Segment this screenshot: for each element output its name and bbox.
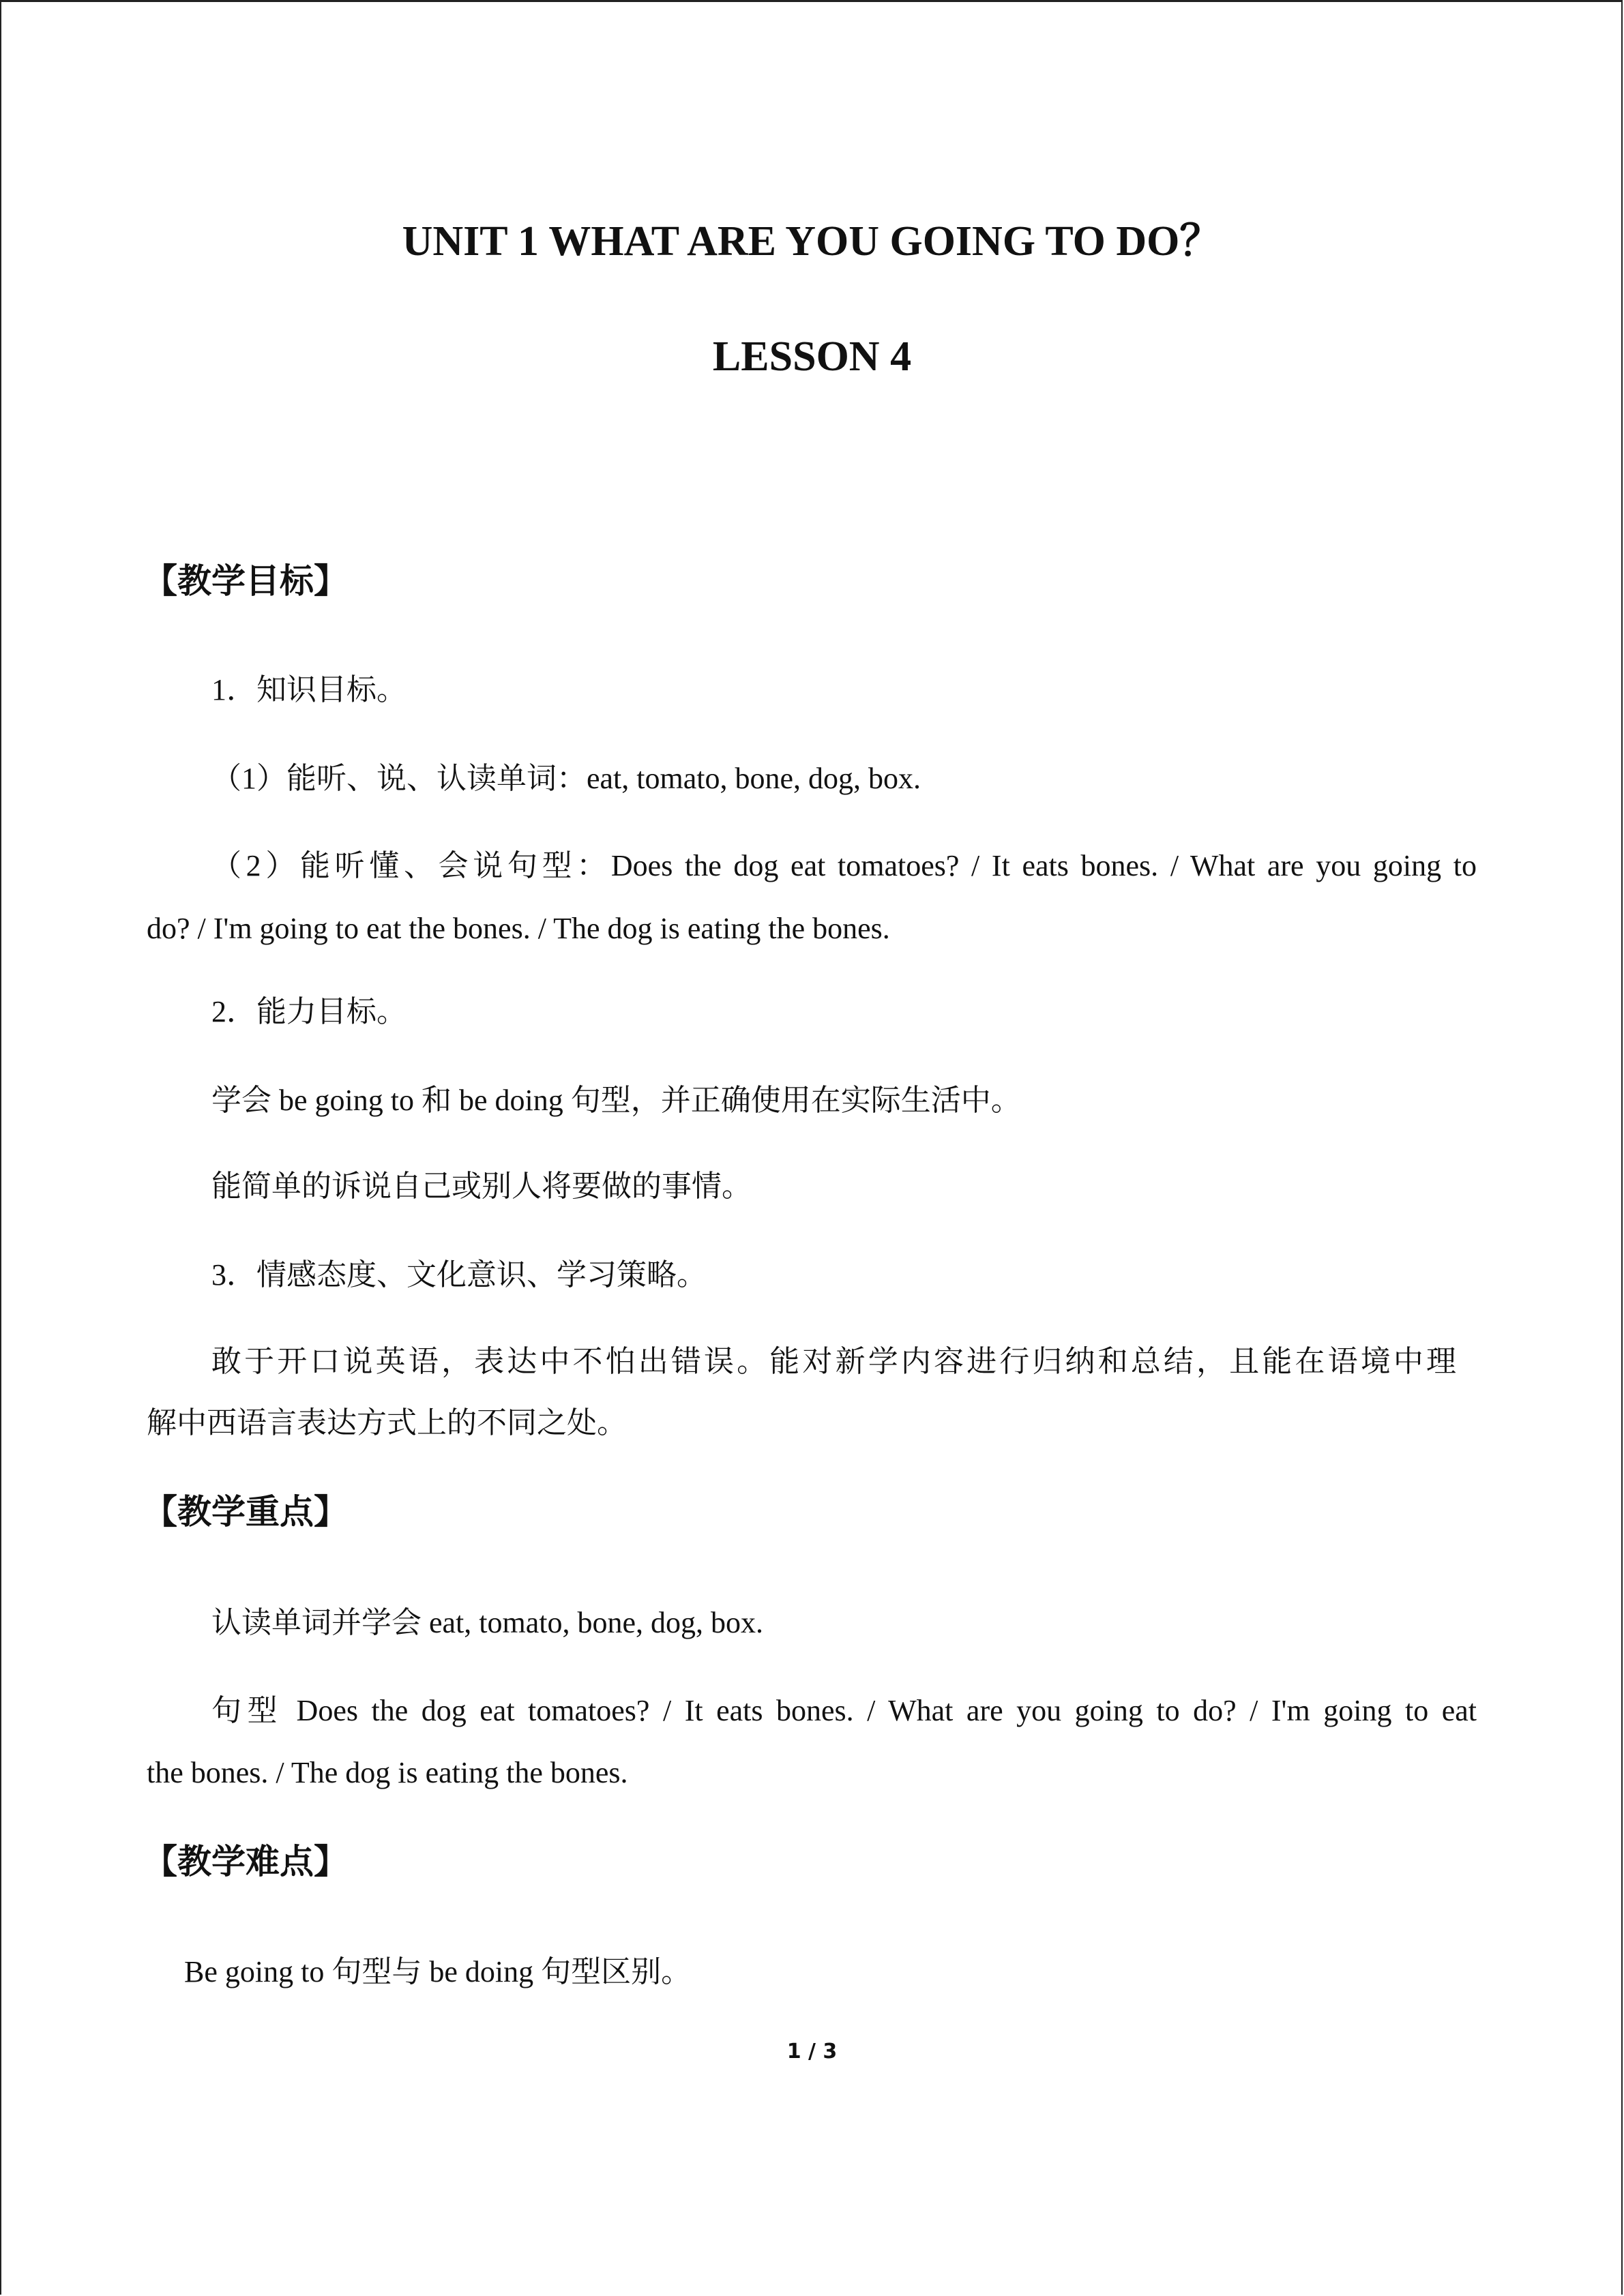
key-points-heading: 【教学重点】 [143, 1492, 348, 1532]
page-number: 1 / 3 [786, 2040, 838, 2063]
knowledge-label: 1．知识目标。 [211, 673, 407, 706]
knowledge-item-2-line2: do? / I'm going to eat the bones. / The dog is eating the bones. [147, 912, 890, 945]
knowledge-item-2-line1: （2）能听懂、会说句型：Does the dog eat tomatoes? / It eats bones. / What are you going to [211, 849, 1477, 882]
document-title: UNIT 1 WHAT ARE YOU GOING TO DO？ [402, 218, 1222, 265]
key-point-item-2-line1: 句型 Does the dog eat tomatoes? / It eats bones. / What are you going to do? / I'm going to eat [211, 1694, 1477, 1727]
ability-item-1: 学会 be going to 和 be doing 句型，并正确使用在实际生活中。 [211, 1084, 1021, 1117]
emotion-text-line1: 敢于开口说英语，表达中不怕出错误。能对新学内容进行归纳和总结，且能在语境中理 [211, 1345, 1456, 1378]
key-point-item-2-line2: the bones. / The dog is eating the bones. [147, 1756, 628, 1789]
knowledge-item-1: （1）能听、说、认读单词：eat, tomato, bone, dog, box. [211, 762, 921, 795]
difficulties-heading: 【教学难点】 [143, 1842, 348, 1881]
emotion-label: 3．情感态度、文化意识、学习策略。 [211, 1258, 707, 1292]
objectives-heading: 【教学目标】 [143, 561, 348, 601]
ability-item-2: 能简单的诉说自己或别人将要做的事情。 [211, 1169, 752, 1203]
difficulty-item-1: Be going to 句型与 be doing 句型区别。 [184, 1955, 692, 1988]
ability-label: 2．能力目标。 [211, 995, 407, 1028]
key-point-item-1: 认读单词并学会 eat, tomato, bone, dog, box. [211, 1606, 764, 1639]
lesson-subtitle: LESSON 4 [712, 333, 912, 380]
emotion-text-line2: 解中西语言表达方式上的不同之处。 [147, 1406, 627, 1440]
